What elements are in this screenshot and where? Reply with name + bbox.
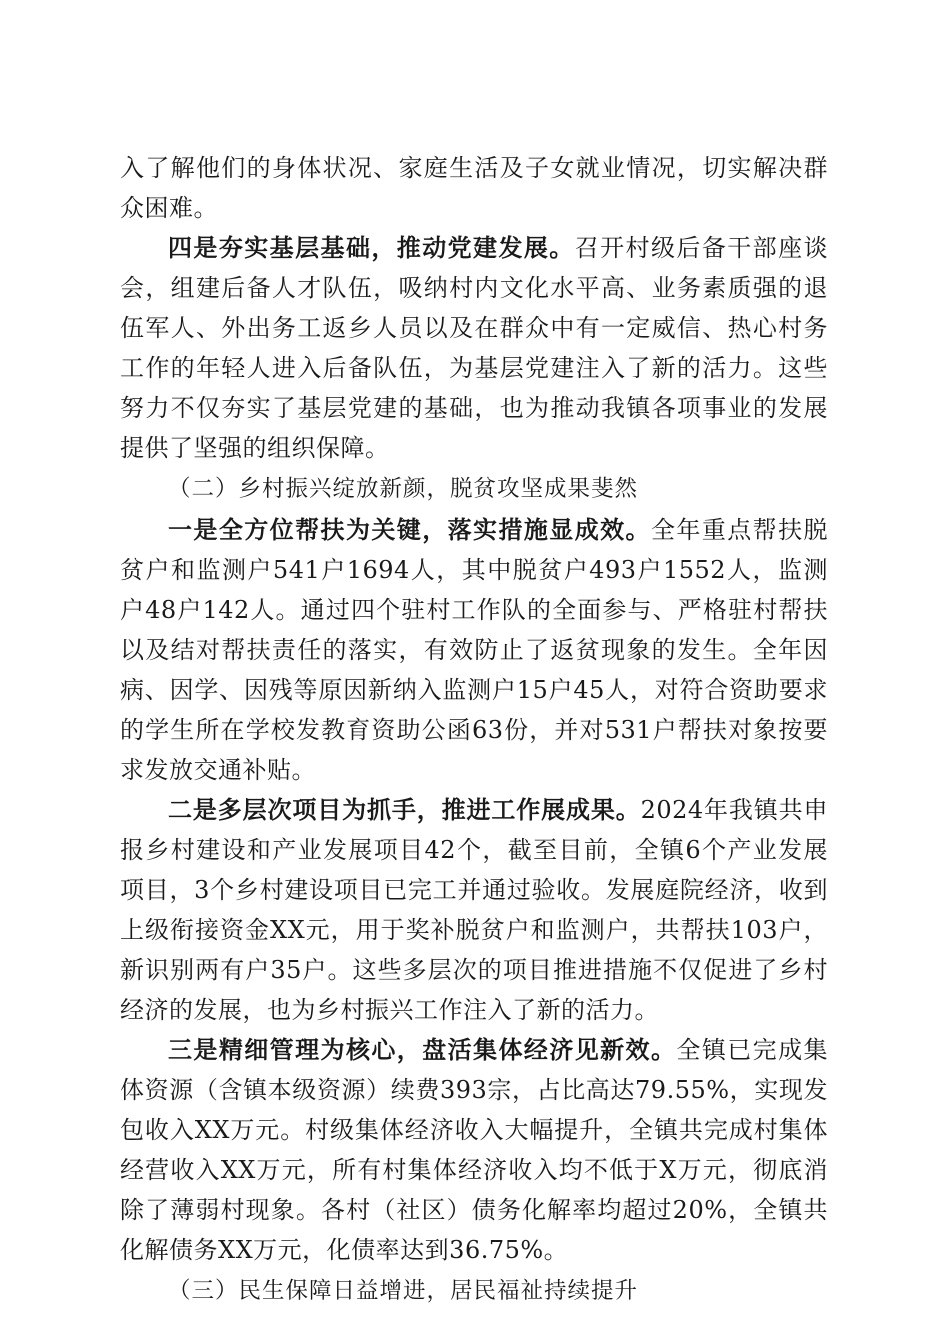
section-heading-rural-revitalization: （二）乡村振兴绽放新颜，脱贫攻坚成果斐然 [168,476,639,502]
paragraph-collective-economy [120,1030,828,1270]
paragraph-text: 召开村级后备干部座谈会，组建后备人才队伍，吸纳村内文化水平高、业务素质强的退伍军人、外出务工返乡人员以及在群众中有一定威信、热心村务工作的年轻人进入后备队伍，为基层党建注入了新的活力。这些努力不仅夯实了基层党建的基础，也为推动我镇各项事业的发展提供了坚强的组织保障。 [120,234,828,462]
paragraph-text: 2024年我镇共申报乡村建设和产业发展项目42个，截至目前，全镇6个产业发展项目，3个乡村建设项目已完工并通过验收。发展庭院经济，收到上级衔接资金XX元，用于奖补脱贫户和监测户，共帮扶103户，新识别两有户35户。这些多层次的项目推进措施不仅促进了乡村经济的发展，也为乡村振兴工作注入了新的活力。 [120,796,828,1024]
paragraph-text: 全镇已完成集体资源（含镇本级资源）续费393宗，占比高达79.55%，实现发包收入XX万元。村级集体经济收入大幅提升，全镇共完成村集体经营收入XX万元，所有村集体经济收入均不低于X万元，彻底消除了薄弱村现象。各村（社区）债务化解率均超过20%，全镇共化解债务XX万元，化债率达到36.75%。 [120,1036,829,1264]
paragraph-continuation [120,148,828,228]
document-body [120,148,828,1312]
paragraph-text: 入了解他们的身体状况、家庭生活及子女就业情况，切实解决群众困难。 [120,154,828,222]
paragraph-grassroots-party [120,228,828,468]
paragraph-multi-level-projects [120,790,828,1030]
section-heading-livelihood: （三）民生保障日益增进，居民福祉持续提升 [168,1278,639,1304]
paragraph-lead: 二是多层次项目为抓手，推进工作展成果。 [168,795,641,824]
paragraph-lead: 四是夯实基层基础，推动党建发展。 [168,233,575,262]
paragraph-lead: 三是精细管理为核心，盘活集体经济见新效。 [168,1035,677,1064]
paragraph-all-round-assistance [120,510,828,790]
paragraph-text: 全年重点帮扶脱贫户和监测户541户1694人，其中脱贫户493户1552人，监测户48户142人。通过四个驻村工作队的全面参与、严格驻村帮扶以及结对帮扶责任的落实，有效防止了返贫现象的发生。全年因病、因学、因残等原因新纳入监测户15户45人，对符合资助要求的学生所在学校发教育资助公函63份，并对531户帮扶对象按要求发放交通补贴。 [120,516,829,784]
paragraph-lead: 一是全方位帮扶为关键，落实措施显成效。 [168,515,651,544]
